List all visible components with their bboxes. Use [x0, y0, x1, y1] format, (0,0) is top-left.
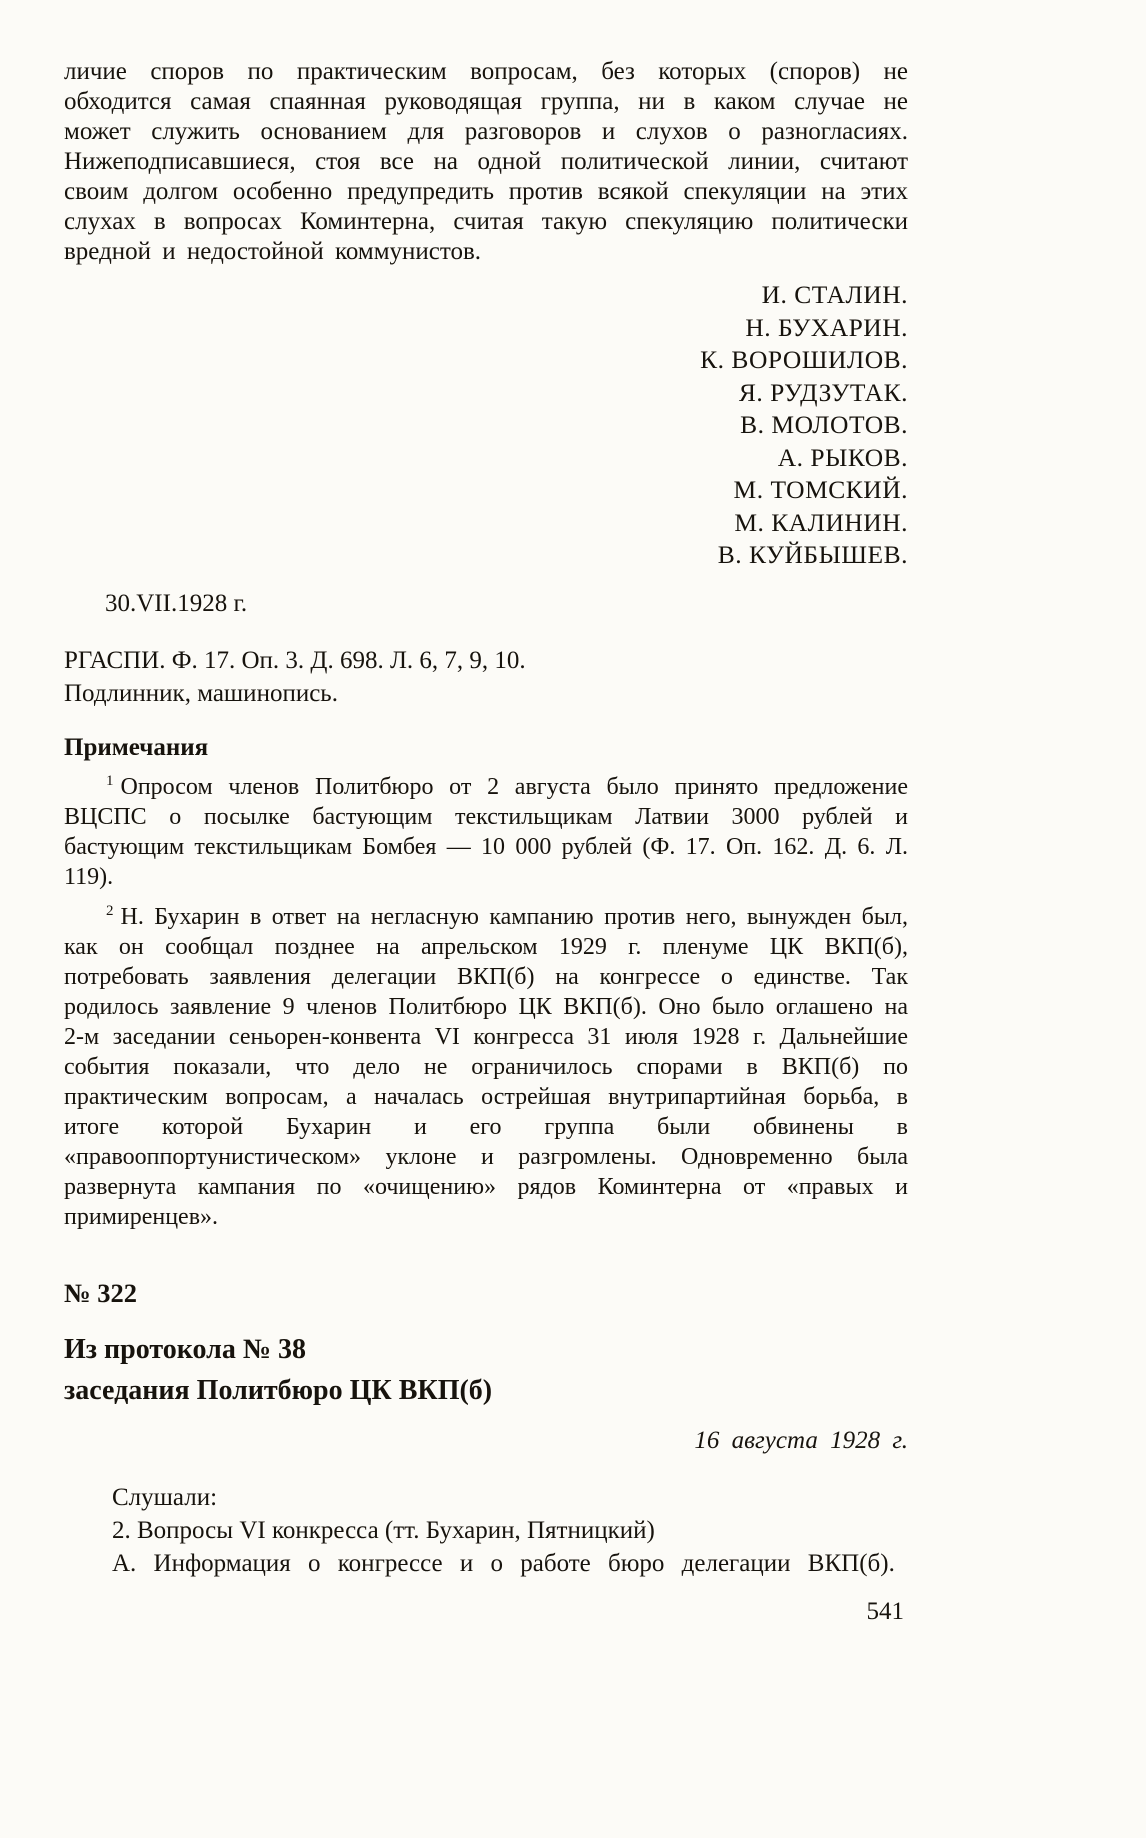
signature-kalinin: М. КАЛИНИН.	[734, 507, 908, 537]
signature-voroshilov: К. ВОРОШИЛОВ.	[700, 345, 908, 374]
archive-citation: РГАСПИ. Ф. 17. Оп. 3. Д. 698. Л. 6, 7, 9, 10.	[64, 646, 526, 674]
footnote-1	[64, 772, 908, 892]
signature-rudzutak: Я. РУДЗУТАК.	[738, 377, 908, 407]
agenda-section	[64, 1481, 908, 1580]
document-date-line: 30.VII.1928 г.	[105, 589, 248, 617]
archive-document-type: Подлинник, машинопись.	[64, 679, 338, 707]
footnote-1-marker: 1	[106, 772, 114, 789]
signature-tomsky: М. ТОМСКИЙ.	[733, 475, 908, 504]
document-date: 16 августа 1928 г.	[694, 1426, 908, 1454]
signature-molotov: В. МОЛОТОВ.	[740, 410, 908, 439]
heard-label: Слушали:	[112, 1483, 218, 1511]
document-title	[64, 1329, 908, 1411]
footnote-2	[64, 902, 908, 1232]
footnote-2-text: Н. Бухарин в ответ на негласную кампанию против него, вынужден был, как он сообщал позднее на апрельском 1929 г. пленуме ЦК ВКП(б), потребовать заявления делегации ВКП(б) на конгрессе о единстве. Так родилось заявление 9 членов Политбюро ЦК ВКП(б). Оно было оглашено на 2-м заседании сеньорен-конвента VI конгресса 31 июля 1928 г. Дальнейшие события показали, что дело не ограничилось спорами в ВКП(б) по практическим вопросам, а началась острейшая внутрипартийная борьба, в итоге которой Бухарин и его группа были обвинены в «правооппортунистическом» уклоне и разгромлены. Одновременно была развернута кампания по «очищению» рядов Коминтерна от «правых и примиренцев».	[64, 903, 908, 1230]
agenda-item: 2. Вопросы VI конкресса (тт. Бухарин, Пятницкий)	[112, 1516, 655, 1544]
signature-kuibyshev: В. КУЙБЫШЕВ.	[717, 540, 908, 569]
page-number: 541	[866, 1597, 904, 1625]
footnote-2-marker: 2	[106, 902, 114, 919]
footnote-1-text: Опросом членов Политбюро от 2 августа было принято предложение ВЦСПС о посылке бастующим текстильщикам Латвии 3000 рублей и бастующим текстильщикам Бомбея — 10 000 рублей (Ф. 17. Оп. 162. Д. 6. Л. 119).	[64, 773, 908, 890]
signature-rykov: А. РЫКОВ.	[777, 442, 908, 472]
continuation-paragraph: личие споров по практическим вопросам, без которых (споров) не обходится самая спаянная руководящая группа, ни в каком случае не может служить основанием для разговоров и слухов о разногласиях. Нижеподписавшиеся, стоя все на одной политической линии, считают своим долгом особенно предупредить против всякой спекуляции на этих слухах в вопросах Коминтерна, считая такую спекуляцию политически вредной и недостойной коммунистов.	[64, 58, 908, 265]
document-title-line-1: Из протокола № 38	[64, 1333, 306, 1365]
document-title-line-2: заседания Политбюро ЦК ВКП(б)	[64, 1374, 493, 1406]
signature-stalin: И. СТАЛИН.	[761, 280, 908, 309]
document-number: № 322	[64, 1277, 138, 1308]
notes-heading: Примечания	[64, 733, 209, 761]
signature-bukharin: Н. БУХАРИН.	[745, 312, 908, 342]
signatures-block	[64, 279, 908, 572]
agenda-subitem: А. Информация о конгрессе и о работе бюро делегации ВКП(б).	[112, 1549, 895, 1577]
archive-reference-block	[64, 644, 908, 710]
